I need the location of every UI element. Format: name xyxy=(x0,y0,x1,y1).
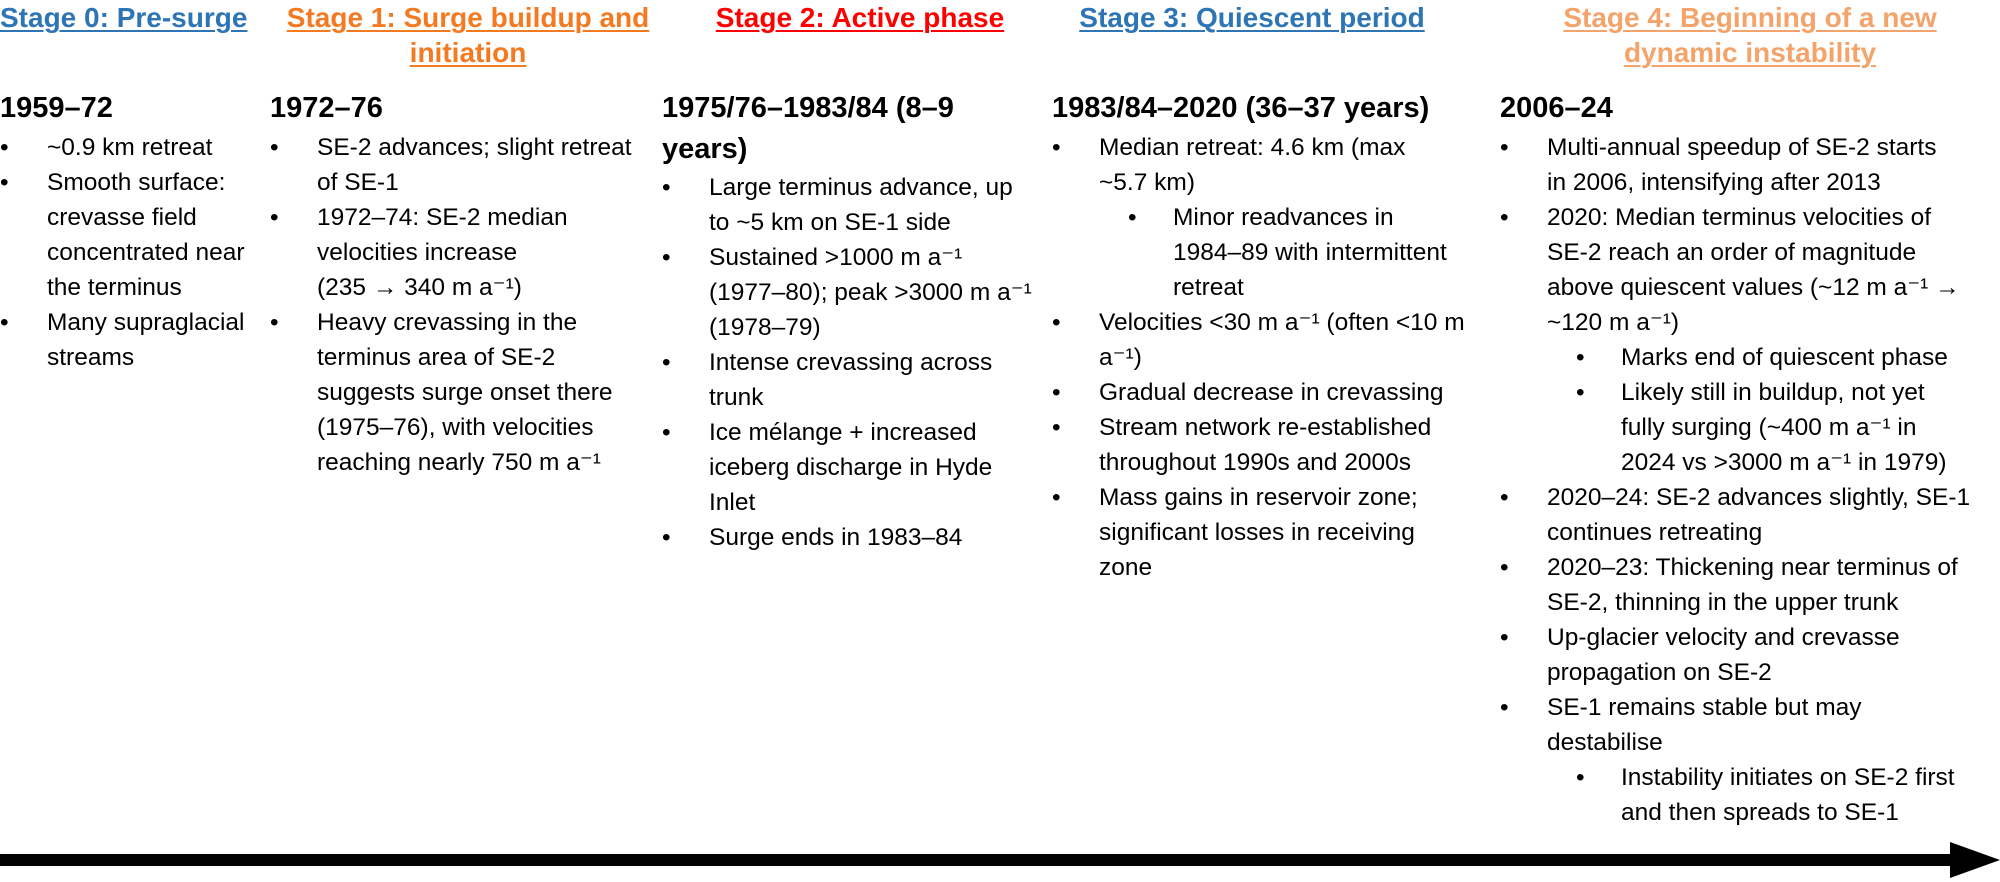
bullet-marker: • xyxy=(0,134,9,161)
bullet-text xyxy=(709,345,1032,415)
stage-4-period xyxy=(1500,88,1613,129)
bullet-marker: • xyxy=(270,204,279,231)
bullet-marker: • xyxy=(662,524,671,551)
bullet-text xyxy=(1621,760,1970,830)
bullet-text-line: continues retreating xyxy=(1547,519,1763,546)
bullet-text-line: streams xyxy=(47,344,135,371)
stage-1-heading xyxy=(268,0,668,70)
bullet-text-line: crevasse field xyxy=(47,204,197,231)
bullet-text-line: Smooth surface: xyxy=(47,169,226,196)
bullet-text xyxy=(709,520,1032,555)
bullet-text xyxy=(47,165,245,305)
stage-0-items xyxy=(0,130,245,375)
bullet-marker: • xyxy=(0,169,9,196)
bullet-text-line: (1977–80); peak >3000 m a⁻¹ xyxy=(709,279,1032,306)
bullet-text-line: ~5.7 km) xyxy=(1099,169,1195,196)
bullet-text-line: Inlet xyxy=(709,489,756,516)
bullet-item xyxy=(662,170,1032,240)
sub-bullet-item xyxy=(1500,375,1970,480)
sub-bullet-item xyxy=(1500,340,1970,375)
bullet-text xyxy=(47,305,245,375)
stage-4-items xyxy=(1500,130,1970,830)
bullet-text-line: zone xyxy=(1099,554,1153,581)
bullet-text xyxy=(1099,480,1465,585)
bullet-text-line: Gradual decrease in crevassing xyxy=(1099,379,1444,406)
bullet-marker: • xyxy=(1500,694,1509,721)
sub-bullet-item xyxy=(1052,200,1465,305)
bullet-item xyxy=(662,520,1032,555)
stage-4-heading xyxy=(1505,0,1995,70)
bullet-text xyxy=(1547,690,1970,760)
bullet-text-line: SE-2 reach an order of magnitude xyxy=(1547,239,1917,266)
bullet-text-line: Intense crevassing across xyxy=(709,349,993,376)
stage-2-period-line: 1975/76–1983/84 (8–9 xyxy=(662,92,954,124)
bullet-text-line: (1978–79) xyxy=(709,314,821,341)
bullet-text-line: 1972–74: SE-2 median xyxy=(317,204,568,231)
bullet-item xyxy=(0,130,245,165)
bullet-text-line: Median retreat: 4.6 km (max xyxy=(1099,134,1406,161)
bullet-text-line: ~0.9 km retreat xyxy=(47,134,213,161)
stage-3-heading-line: Stage 3: Quiescent period xyxy=(1079,2,1425,33)
bullet-text-line: destabilise xyxy=(1547,729,1663,756)
bullet-marker: • xyxy=(1052,484,1061,511)
bullet-text-line: 2020–24: SE-2 advances slightly, SE-1 xyxy=(1547,484,1971,511)
bullet-item xyxy=(1052,410,1465,480)
bullet-text-line: above quiescent values (~12 m a⁻¹ → xyxy=(1547,274,1960,301)
bullet-marker: • xyxy=(270,134,279,161)
bullet-text-line: and then spreads to SE-1 xyxy=(1621,799,1899,826)
bullet-text xyxy=(1173,200,1465,305)
bullet-text-line: of SE-1 xyxy=(317,169,399,196)
timeline-arrow-shaft xyxy=(0,854,1950,866)
sub-bullet-item xyxy=(1500,760,1970,830)
bullet-text-line: SE-2 advances; slight retreat xyxy=(317,134,632,161)
bullet-text-line: (235 → 340 m a⁻¹) xyxy=(317,274,522,301)
bullet-text-line: fully surging (~400 m a⁻¹ in xyxy=(1621,414,1917,441)
bullet-text xyxy=(1099,410,1465,480)
bullet-marker: • xyxy=(1500,554,1509,581)
bullet-item xyxy=(1500,550,1970,620)
stage-1-heading-line: Stage 1: Surge buildup and xyxy=(286,2,650,33)
bullet-marker: • xyxy=(0,309,9,336)
stage-2-period-line: years) xyxy=(662,133,748,165)
bullet-marker: • xyxy=(1500,624,1509,651)
bullet-text xyxy=(1547,620,1970,690)
stage-3-heading xyxy=(1052,0,1452,35)
bullet-text xyxy=(709,240,1032,345)
bullet-marker: • xyxy=(1576,344,1585,371)
bullet-marker: • xyxy=(1052,134,1061,161)
bullet-text xyxy=(1099,375,1465,410)
bullet-text-line: retreat xyxy=(1173,274,1244,301)
stage-1-period xyxy=(270,88,383,129)
stage-1-items xyxy=(270,130,632,480)
bullet-text-line: 2024 vs >3000 m a⁻¹ in 1979) xyxy=(1621,449,1947,476)
bullet-text xyxy=(709,415,1032,520)
stage-2-heading-line: Stage 2: Active phase xyxy=(715,2,1005,33)
bullet-text xyxy=(1547,200,1970,340)
stage-4-period-line: 2006–24 xyxy=(1500,92,1613,124)
bullet-marker: • xyxy=(1128,204,1137,231)
bullet-text xyxy=(1621,340,1970,375)
bullet-item xyxy=(0,165,245,305)
bullet-marker: • xyxy=(1576,764,1585,791)
bullet-text-line: 1984–89 with intermittent xyxy=(1173,239,1447,266)
bullet-text-line: iceberg discharge in Hyde xyxy=(709,454,993,481)
bullet-item xyxy=(270,305,632,480)
bullet-text xyxy=(47,130,245,165)
bullet-text-line: Minor readvances in xyxy=(1173,204,1394,231)
bullet-text-line: Multi-annual speedup of SE-2 starts xyxy=(1547,134,1937,161)
bullet-text-line: 2020–23: Thickening near terminus of xyxy=(1547,554,1958,581)
bullet-marker: • xyxy=(662,244,671,271)
bullet-text-line: SE-2, thinning in the upper trunk xyxy=(1547,589,1899,616)
bullet-marker: • xyxy=(1500,484,1509,511)
bullet-item xyxy=(1052,130,1465,200)
bullet-text xyxy=(1547,130,1970,200)
bullet-text xyxy=(1621,375,1970,480)
bullet-text-line: (1975–76), with velocities xyxy=(317,414,594,441)
bullet-text-line: concentrated near xyxy=(47,239,245,266)
stage-4-heading-line: Stage 4: Beginning of a new xyxy=(1563,2,1937,33)
bullet-text-line: the terminus xyxy=(47,274,182,301)
bullet-text-line: propagation on SE-2 xyxy=(1547,659,1772,686)
bullet-text-line: Many supraglacial xyxy=(47,309,245,336)
timeline-arrow-head xyxy=(1950,842,2000,878)
bullet-text-line: reaching nearly 750 m a⁻¹ xyxy=(317,449,601,476)
stage-1-heading-line: initiation xyxy=(409,37,527,68)
stage-3-period-line: 1983/84–2020 (36–37 years) xyxy=(1052,92,1430,124)
bullet-item xyxy=(1052,305,1465,375)
stage-3-period xyxy=(1052,88,1429,129)
bullet-text xyxy=(1547,550,1970,620)
stage-0-period-line: 1959–72 xyxy=(0,92,113,124)
bullet-text-line: ~120 m a⁻¹) xyxy=(1547,309,1680,336)
bullet-item xyxy=(1052,480,1465,585)
bullet-marker: • xyxy=(1052,379,1061,406)
stage-2-period xyxy=(662,88,954,170)
bullet-text-line: Ice mélange + increased xyxy=(709,419,977,446)
stage-0-period xyxy=(0,88,113,129)
bullet-text-line: a⁻¹) xyxy=(1099,344,1142,371)
bullet-text xyxy=(1547,480,1970,550)
bullet-text-line: to ~5 km on SE-1 side xyxy=(709,209,951,236)
bullet-text-line: terminus area of SE-2 xyxy=(317,344,556,371)
bullet-item xyxy=(0,305,245,375)
bullet-text xyxy=(317,305,632,480)
bullet-marker: • xyxy=(1576,379,1585,406)
stage-3-items xyxy=(1052,130,1465,585)
bullet-text-line: SE-1 remains stable but may xyxy=(1547,694,1862,721)
bullet-item xyxy=(270,130,632,200)
bullet-item xyxy=(1500,620,1970,690)
bullet-item xyxy=(1500,200,1970,340)
stage-0-heading xyxy=(0,0,260,35)
bullet-text-line: Velocities <30 m a⁻¹ (often <10 m xyxy=(1099,309,1465,336)
bullet-text-line: 2020: Median terminus velocities of xyxy=(1547,204,1932,231)
bullet-text-line: Marks end of quiescent phase xyxy=(1621,344,1948,371)
bullet-marker: • xyxy=(662,349,671,376)
bullet-item xyxy=(270,200,632,305)
stage-0-heading-line: Stage 0: Pre-surge xyxy=(0,2,248,33)
bullet-text-line: in 2006, intensifying after 2013 xyxy=(1547,169,1881,196)
bullet-text-line: Stream network re-established xyxy=(1099,414,1432,441)
bullet-text-line: throughout 1990s and 2000s xyxy=(1099,449,1411,476)
bullet-text-line: Likely still in buildup, not yet xyxy=(1621,379,1925,406)
timeline-arrow xyxy=(0,838,2000,882)
bullet-marker: • xyxy=(1500,134,1509,161)
bullet-marker: • xyxy=(1052,414,1061,441)
bullet-item xyxy=(1052,375,1465,410)
bullet-text-line: Surge ends in 1983–84 xyxy=(709,524,963,551)
bullet-item xyxy=(662,345,1032,415)
bullet-item xyxy=(662,240,1032,345)
bullet-text-line: trunk xyxy=(709,384,764,411)
bullet-text-line: velocities increase xyxy=(317,239,518,266)
bullet-text-line: significant losses in receiving xyxy=(1099,519,1415,546)
bullet-marker: • xyxy=(662,419,671,446)
stage-2-heading xyxy=(680,0,1040,35)
bullet-marker: • xyxy=(270,309,279,336)
bullet-text-line: suggests surge onset there xyxy=(317,379,613,406)
bullet-text-line: Mass gains in reservoir zone; xyxy=(1099,484,1418,511)
bullet-item xyxy=(1500,480,1970,550)
stage-2-items xyxy=(662,170,1032,555)
bullet-item xyxy=(662,415,1032,520)
bullet-text-line: Heavy crevassing in the xyxy=(317,309,578,336)
bullet-marker: • xyxy=(1500,204,1509,231)
bullet-text xyxy=(1099,305,1465,375)
bullet-marker: • xyxy=(1052,309,1061,336)
bullet-text-line: Up-glacier velocity and crevasse xyxy=(1547,624,1900,651)
stage-1-period-line: 1972–76 xyxy=(270,92,383,124)
bullet-text xyxy=(1099,130,1465,200)
bullet-text xyxy=(709,170,1032,240)
bullet-item xyxy=(1500,130,1970,200)
bullet-text xyxy=(317,130,632,200)
stage-4-heading-line: dynamic instability xyxy=(1623,37,1877,68)
bullet-text-line: Sustained >1000 m a⁻¹ xyxy=(709,244,963,271)
bullet-item xyxy=(1500,690,1970,760)
bullet-text-line: Instability initiates on SE-2 first xyxy=(1621,764,1955,791)
bullet-marker: • xyxy=(662,174,671,201)
bullet-text-line: Large terminus advance, up xyxy=(709,174,1013,201)
bullet-text xyxy=(317,200,632,305)
